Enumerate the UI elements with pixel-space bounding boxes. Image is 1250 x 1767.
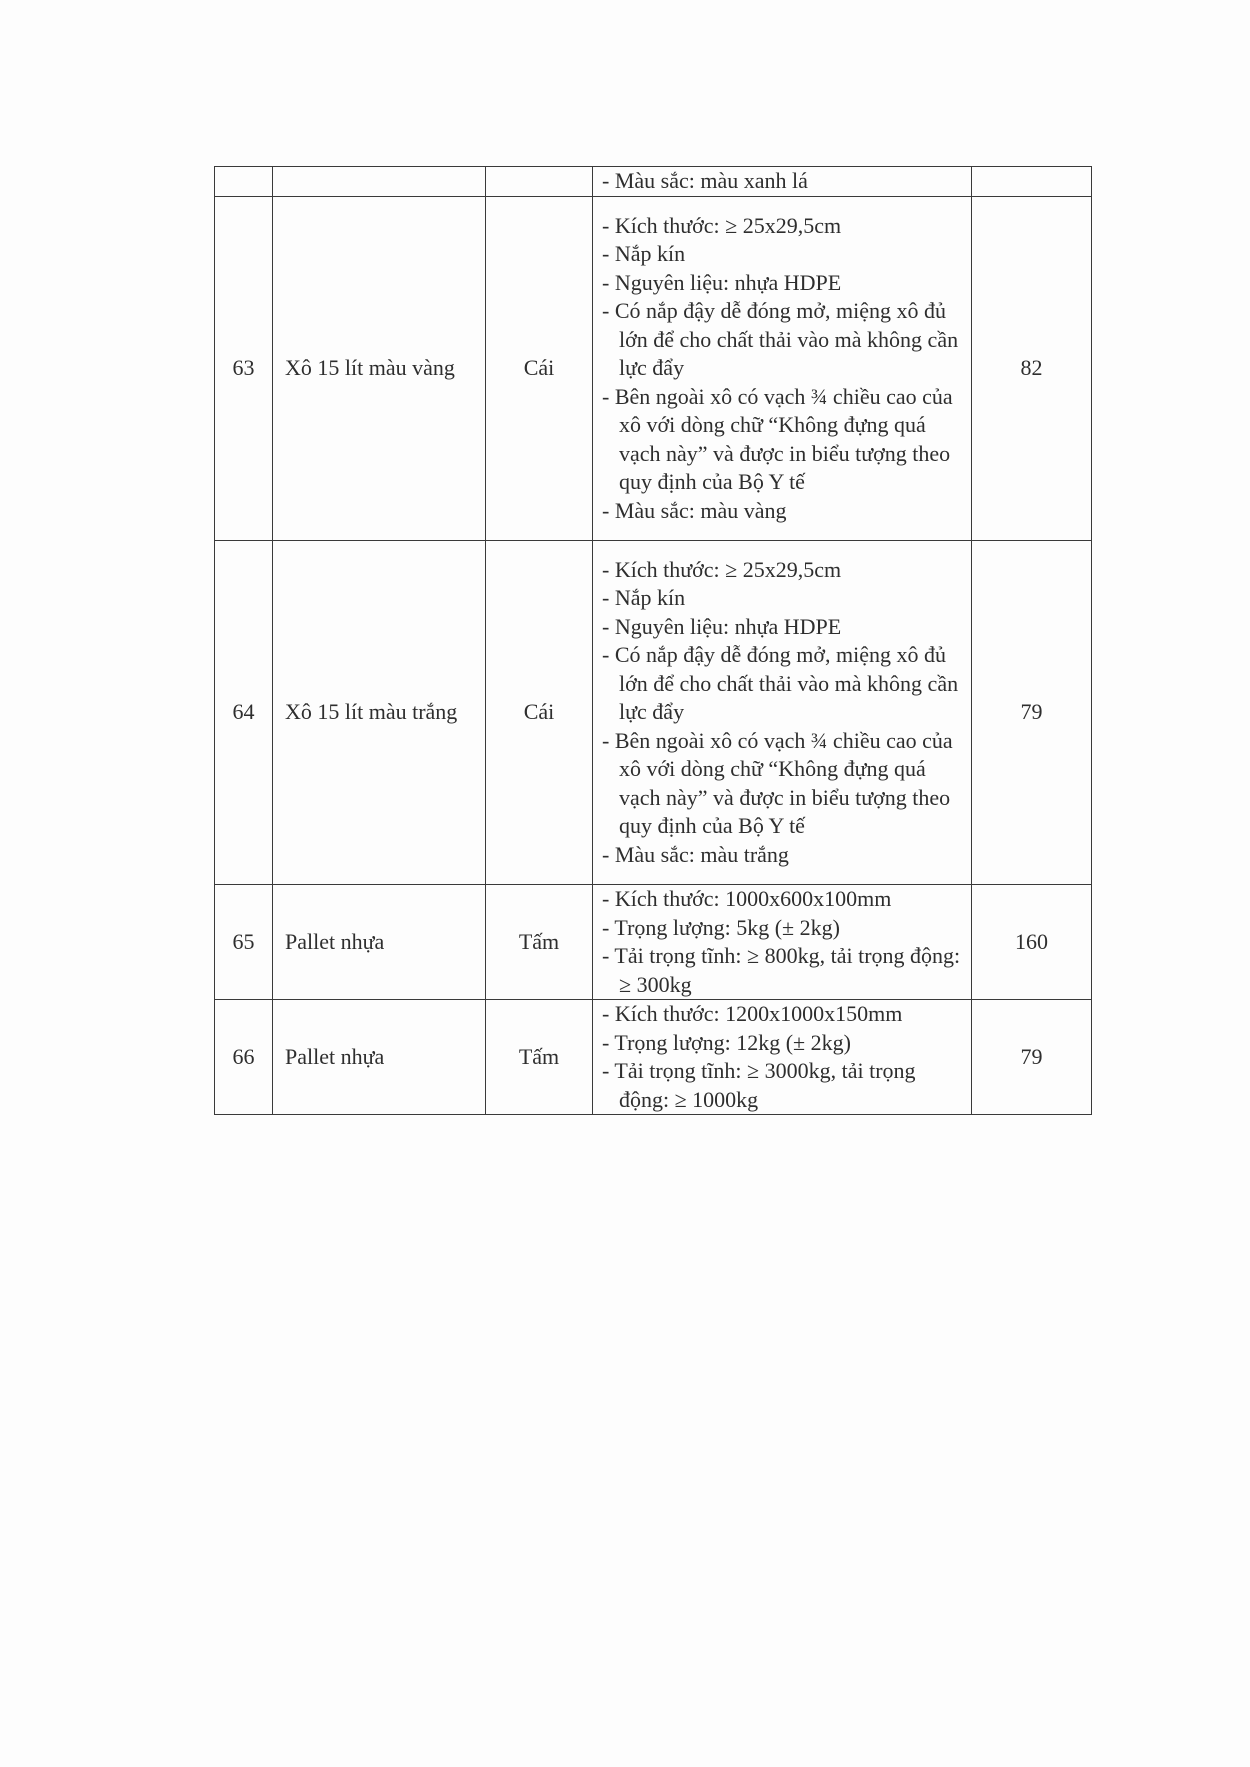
specification-table <box>214 166 1092 1115</box>
item-name-cell: Xô 15 lít màu vàng <box>273 197 486 541</box>
table-row <box>215 885 1092 1000</box>
spec-line: - Có nắp đậy dễ đóng mở, miệng xô đủ lớn để cho chất thải vào mà không cần lực đẩy <box>602 642 959 725</box>
row-number-cell: 64 <box>215 541 273 885</box>
spec-line: - Trọng lượng: 5kg (± 2kg) <box>602 914 840 940</box>
item-name-cell: Pallet nhựa <box>273 1000 486 1115</box>
spec-line: - Nắp kín <box>602 241 686 267</box>
item-name-cell: Xô 15 lít màu trắng <box>273 541 486 885</box>
unit-cell: Cái <box>486 197 593 541</box>
spec-line: - Trọng lượng: 12kg (± 2kg) <box>602 1029 851 1055</box>
specification-cell <box>593 197 972 541</box>
unit-cell: Tấm <box>486 885 593 1000</box>
table-row <box>215 1000 1092 1115</box>
spec-line: - Nắp kín <box>602 585 686 611</box>
item-name-cell: Pallet nhựa <box>273 885 486 1000</box>
spec-line: - Màu sắc: màu trắng <box>602 841 789 867</box>
spec-line: - Kích thước: 1200x1000x150mm <box>602 1001 903 1026</box>
table-row <box>215 541 1092 885</box>
quantity-cell: 79 <box>972 541 1092 885</box>
item-name-cell <box>273 167 486 197</box>
quantity-cell: 79 <box>972 1000 1092 1115</box>
row-number-cell: 63 <box>215 197 273 541</box>
spec-line: - Kích thước: ≥ 25x29,5cm <box>602 556 842 582</box>
spec-line: - Bên ngoài xô có vạch ¾ chiều cao của xô với dòng chữ “Không đựng quá vạch này” và được in biểu tượng theo quy định của Bộ Y tế <box>602 383 953 495</box>
row-number-cell: 65 <box>215 885 273 1000</box>
row-number-cell <box>215 167 273 197</box>
spec-line: - Nguyên liệu: nhựa HDPE <box>602 613 842 639</box>
quantity-cell <box>972 167 1092 197</box>
spec-line: - Tải trọng tĩnh: ≥ 800kg, tải trọng động: ≥ 300kg <box>602 943 961 997</box>
unit-cell: Tấm <box>486 1000 593 1115</box>
specification-cell <box>593 167 972 197</box>
spec-line: - Nguyên liệu: nhựa HDPE <box>602 269 842 295</box>
spec-line: - Có nắp đậy dễ đóng mở, miệng xô đủ lớn để cho chất thải vào mà không cần lực đẩy <box>602 298 959 381</box>
specification-cell <box>593 541 972 885</box>
table-row <box>215 197 1092 541</box>
unit-cell <box>486 167 593 197</box>
spec-line: - Bên ngoài xô có vạch ¾ chiều cao của xô với dòng chữ “Không đựng quá vạch này” và được in biểu tượng theo quy định của Bộ Y tế <box>602 727 953 839</box>
quantity-cell: 82 <box>972 197 1092 541</box>
specification-cell <box>593 885 972 1000</box>
unit-cell: Cái <box>486 541 593 885</box>
spec-line: - Màu sắc: màu xanh lá <box>602 168 808 194</box>
spec-line: - Kích thước: ≥ 25x29,5cm <box>602 212 842 238</box>
spec-line: - Kích thước: 1000x600x100mm <box>602 886 892 911</box>
table-row <box>215 167 1092 197</box>
quantity-cell: 160 <box>972 885 1092 1000</box>
spec-line: - Tải trọng tĩnh: ≥ 3000kg, tải trọng động: ≥ 1000kg <box>602 1058 916 1112</box>
row-number-cell: 66 <box>215 1000 273 1115</box>
spec-line: - Màu sắc: màu vàng <box>602 497 787 523</box>
specification-cell <box>593 1000 972 1115</box>
